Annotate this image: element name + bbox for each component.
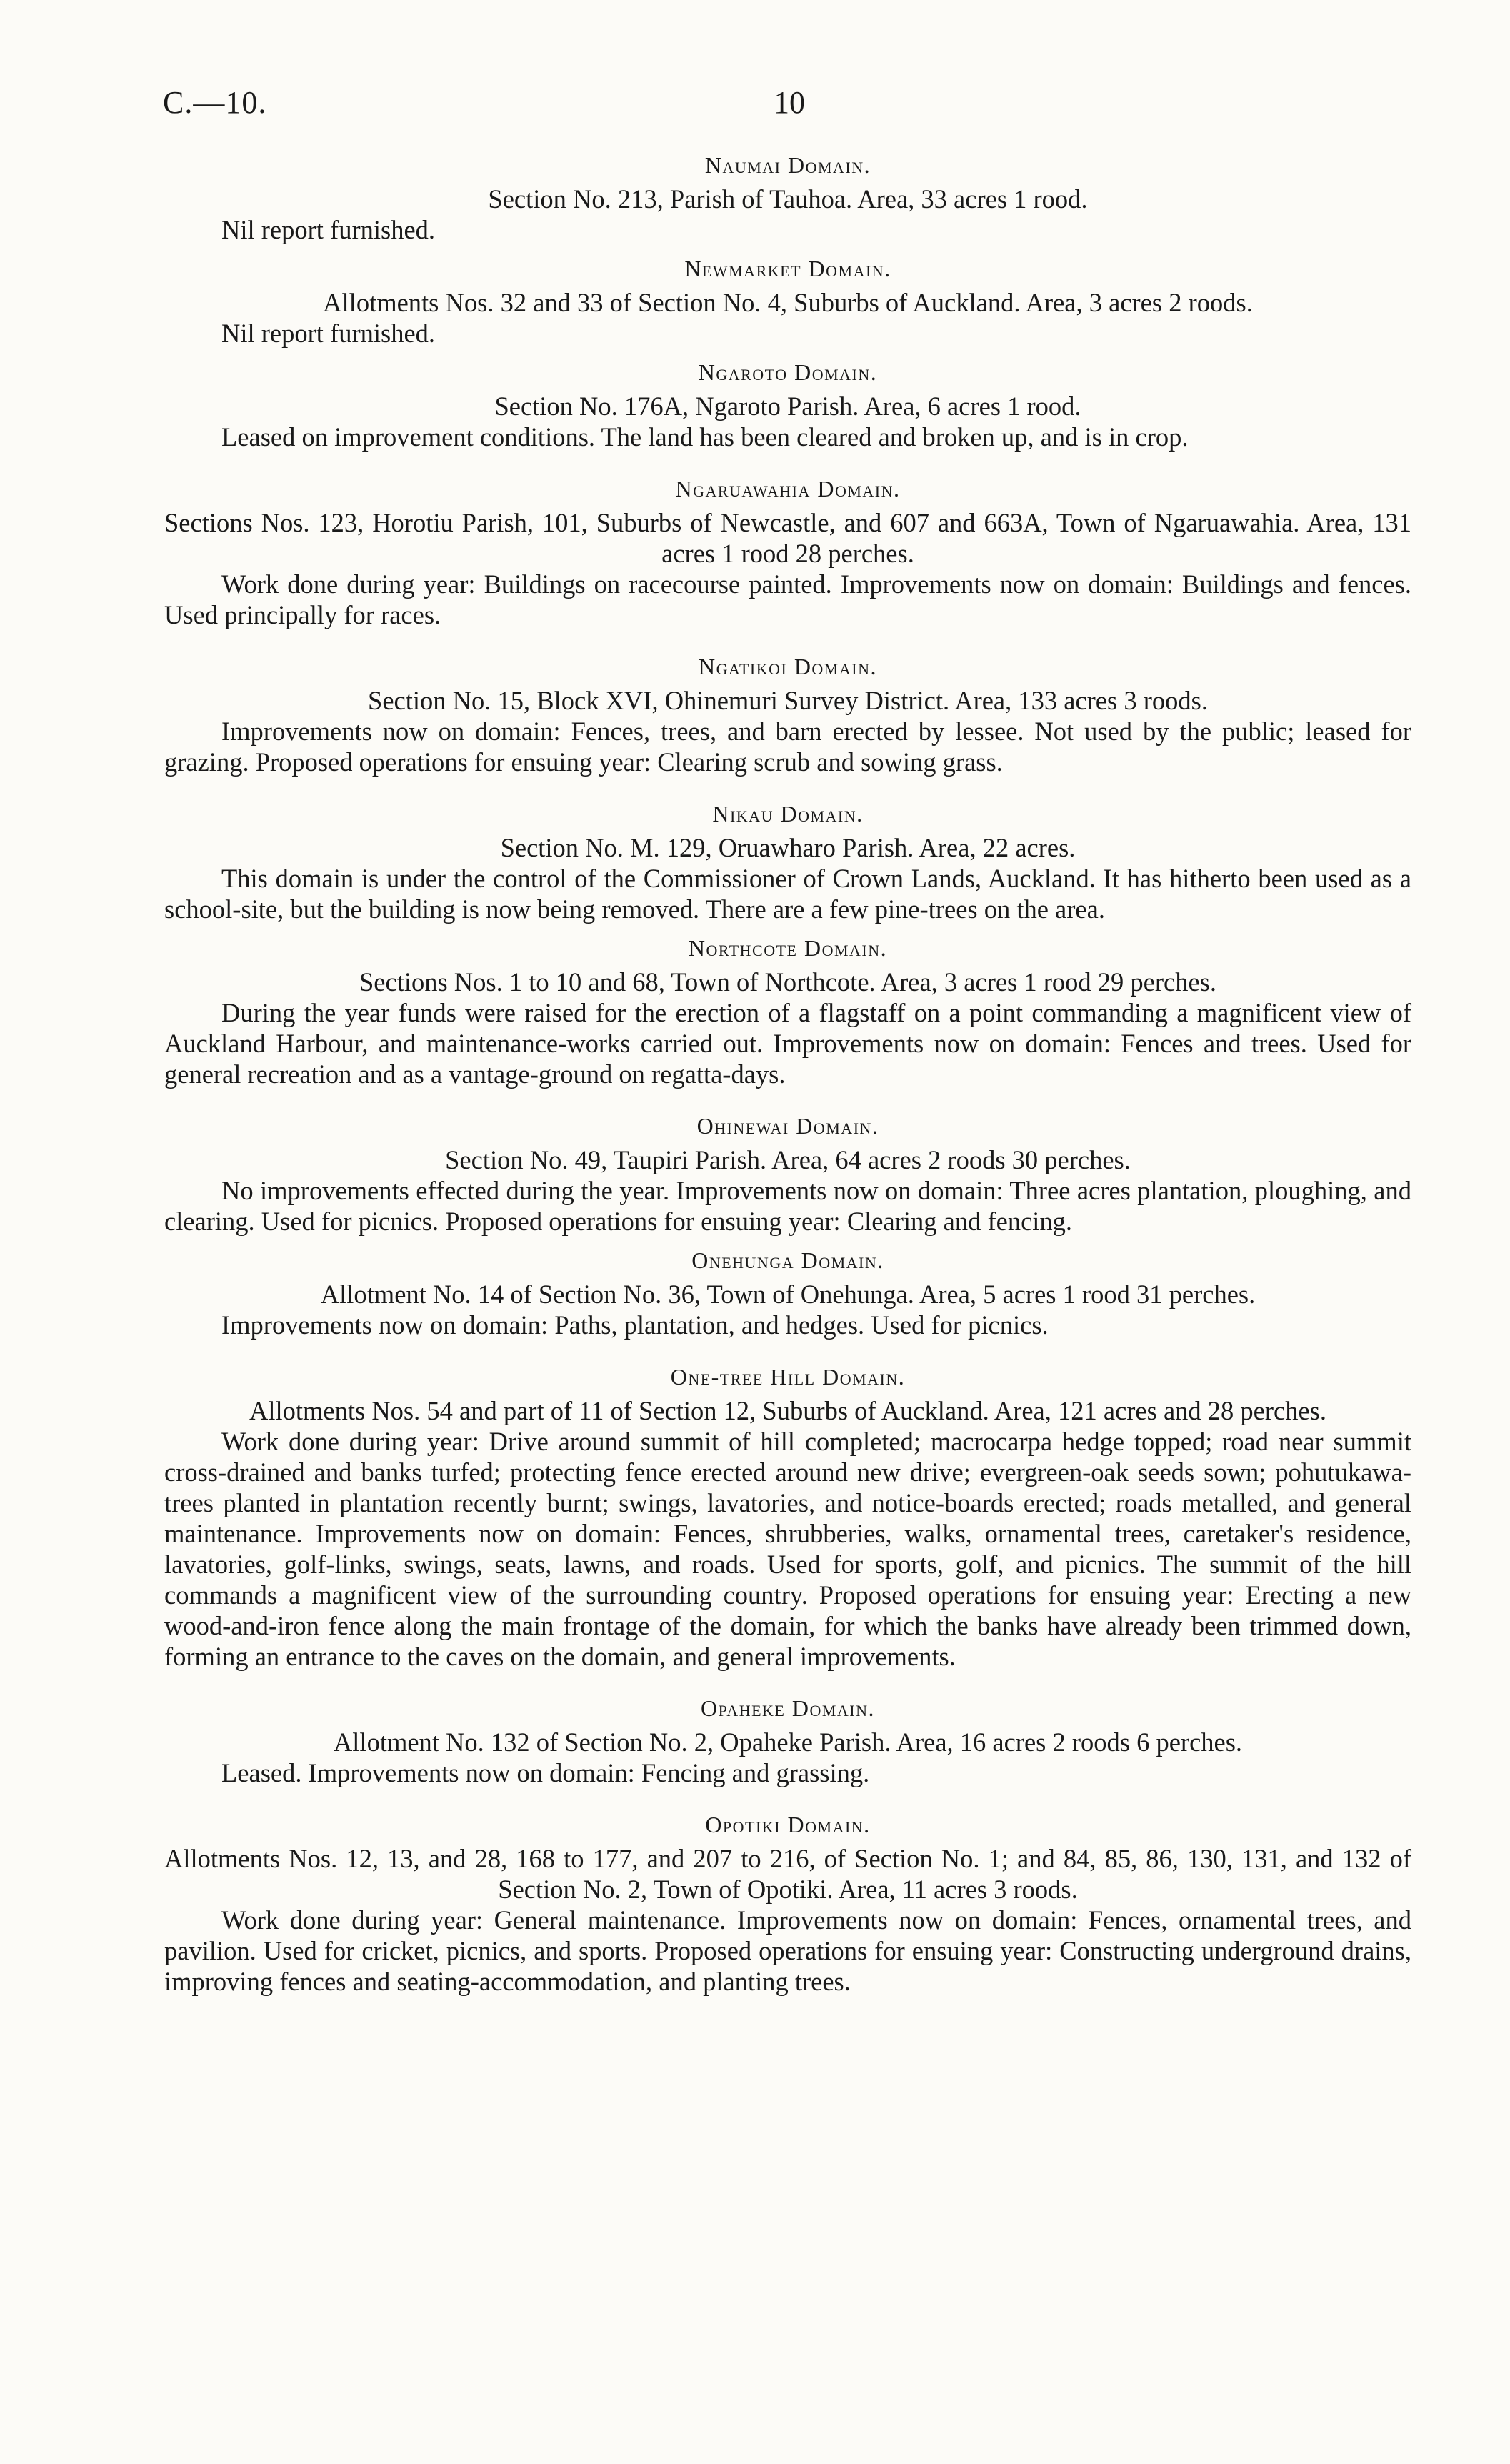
domain-report: Improvements now on domain: Paths, plantation, and hedges. Used for picnics. (221, 1310, 1049, 1340)
domain-report: Work done during year: Buildings on racecourse painted. Improvements now on domain: Buildings and fences. Used principally for races. (164, 569, 1411, 629)
domain-report: Improvements now on domain: Fences, trees, and barn erected by lessee. Not used by the public; leased for grazing. Proposed operations for ensuing year: Clearing scrub and sowing grass. (164, 717, 1411, 777)
document-reference: C.—10. (163, 85, 267, 120)
domain-title: Ngaroto Domain. (698, 359, 878, 385)
domain-entry-opaheke (164, 1693, 1411, 1788)
domain-title: Opotiki Domain. (705, 1812, 871, 1837)
domain-entry-newmarket (164, 254, 1411, 349)
domain-report: Work done during year: Drive around summit of hill completed; macrocarpa hedge topped; road near summit cross-drained and banks turfed; protecting fence erected around new drive; evergreen-oak seeds sown; pohutukawa-trees planted in plantation recently burnt; swings, lavatories, and notice-boards erected; roads metalled, and general maintenance. Improvements now on domain: Fences, shrubberies, walks, ornamental trees, caretaker's residence, lavatories, golf-links, swings, seats, lawns, and roads. Used for sports, golf, and picnics. The summit of the hill commands a magnificent view of the surrounding country. Proposed operations for ensuing year: Erecting a new wood-and-iron fence along the main frontage of the domain, for which the banks have already been trimmed down, forming an entrance to the caves on the domain, and general improvements. (164, 1427, 1411, 1671)
domain-report: Work done during year: General maintenance. Improvements now on domain: Fences, ornamental trees, and pavilion. Used for cricket, picnics, and sports. Proposed operations for ensuing year: Constructing underground drains, improving fences and seating-accommodation, and planting trees. (164, 1905, 1411, 1996)
domain-section: Allotments Nos. 54 and part of 11 of Section 12, Suburbs of Auckland. Area, 121 acres and 28 perches. (249, 1396, 1326, 1425)
domain-section: Allotments Nos. 12, 13, and 28, 168 to 177, and 207 to 216, of Section No. 1; and 84, 85, 86, 130, 131, and 132 of Section No. 2, Town of Opotiki. Area, 11 acres 3 roods. (164, 1844, 1411, 1904)
domain-entry-northcote (164, 933, 1411, 1089)
domain-title: Opaheke Domain. (700, 1695, 876, 1721)
domain-entry-ohinewai (164, 1111, 1411, 1237)
domain-report: No improvements effected during the year. Improvements now on domain: Three acres plantation, ploughing, and clearing. Used for picnics. Proposed operations for ensuing year: Clearing and fencing. (164, 1176, 1411, 1236)
domain-title: Onehunga Domain. (691, 1247, 884, 1273)
domain-title: One-tree Hill Domain. (670, 1364, 906, 1390)
domain-section: Section No. 213, Parish of Tauhoa. Area, 33 acres 1 rood. (488, 184, 1088, 214)
domain-title: Newmarket Domain. (684, 256, 891, 281)
domain-report: Nil report furnished. (221, 319, 436, 348)
domain-entry-naumai (164, 150, 1411, 245)
domain-title: Ngaruawahia Domain. (675, 476, 901, 502)
domain-report: Leased on improvement conditions. The land has been cleared and broken up, and is in crop. (221, 422, 1189, 452)
domain-section: Section No. M. 129, Oruawharo Parish. Area, 22 acres. (500, 833, 1076, 862)
domain-report: Leased. Improvements now on domain: Fencing and grassing. (221, 1758, 870, 1787)
domain-report: This domain is under the control of the Commissioner of Crown Lands, Auckland. It has hitherto been used as a school-site, but the building is now being removed. There are a few pine-trees on the area. (164, 864, 1411, 924)
domain-section: Allotment No. 14 of Section No. 36, Town of Onehunga. Area, 5 acres 1 rood 31 perches. (320, 1280, 1256, 1309)
domain-title: Naumai Domain. (704, 152, 871, 178)
domain-title: Nikau Domain. (712, 801, 864, 827)
domain-entry-ngaruawahia (164, 474, 1411, 630)
page-body (164, 150, 1411, 1997)
domain-entry-ngatikoi (164, 652, 1411, 777)
domain-title: Northcote Domain. (688, 935, 888, 961)
domain-section: Sections Nos. 123, Horotiu Parish, 101, Suburbs of Newcastle, and 607 and 663A, Town of Ngaruawahia. Area, 131 acres 1 rood 28 perches. (164, 508, 1411, 568)
page-header (163, 84, 1347, 127)
domain-entry-ngaroto (164, 357, 1411, 452)
domain-entry-one-tree-hill (164, 1362, 1411, 1672)
domain-section: Allotments Nos. 32 and 33 of Section No. 4, Suburbs of Auckland. Area, 3 acres 2 roods. (323, 288, 1253, 317)
domain-report: During the year funds were raised for the erection of a flagstaff on a point commanding a magnificent view of Auckland Harbour, and maintenance-works carried out. Improvements now on domain: Fences and trees. Used for general recreation and as a vantage-ground on regatta-days. (164, 998, 1411, 1089)
domain-section: Sections Nos. 1 to 10 and 68, Town of Northcote. Area, 3 acres 1 rood 29 perches. (359, 967, 1216, 997)
domain-section: Section No. 176A, Ngaroto Parish. Area, 6 acres 1 rood. (494, 391, 1081, 421)
domain-section: Section No. 15, Block XVI, Ohinemuri Survey District. Area, 133 acres 3 roods. (368, 686, 1208, 715)
domain-entry-nikau (164, 799, 1411, 924)
domain-title: Ohinewai Domain. (696, 1113, 879, 1139)
domain-section: Section No. 49, Taupiri Parish. Area, 64 acres 2 roods 30 perches. (445, 1145, 1131, 1174)
domain-entry-onehunga (164, 1245, 1411, 1340)
domain-report: Nil report furnished. (221, 215, 436, 244)
domain-title: Ngatikoi Domain. (699, 654, 877, 679)
page-number: 10 (774, 85, 805, 120)
domain-section: Allotment No. 132 of Section No. 2, Opaheke Parish. Area, 16 acres 2 roods 6 perches. (333, 1727, 1243, 1757)
domain-entry-opotiki (164, 1810, 1411, 1997)
